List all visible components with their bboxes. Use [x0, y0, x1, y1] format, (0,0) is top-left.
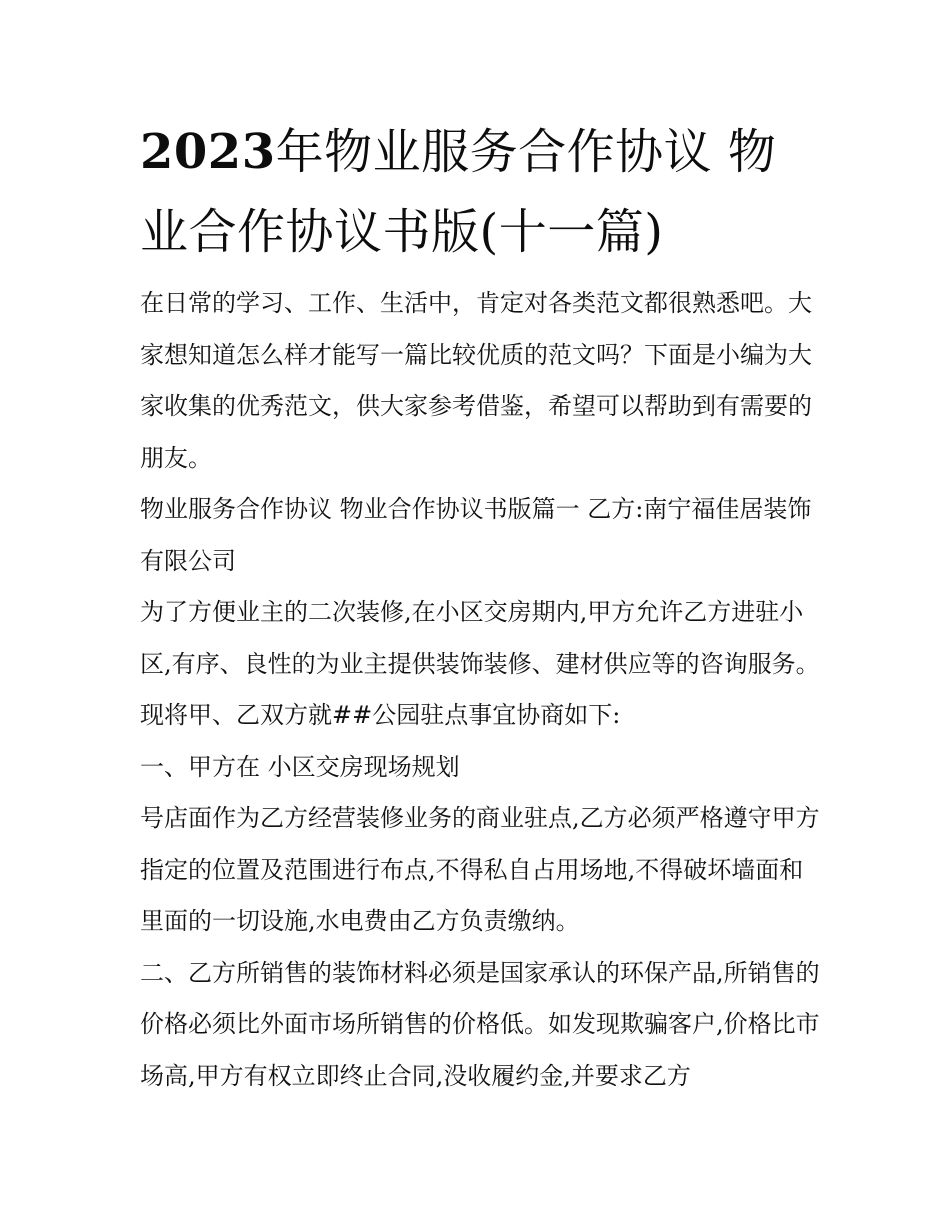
clause-one-paragraph: 一、甲方在 小区交房现场规划	[140, 752, 460, 781]
document-title	[140, 112, 820, 272]
document-body	[140, 278, 820, 1102]
title-text: 年物业服务合作协议 物业合作协议书版(十一篇)	[140, 124, 777, 260]
intro-paragraph: 在日常的学习、工作、生活中，肯定对各类范文都很熟悉吧。大家想知道怎么样才能写一篇比较优质的范文吗？下面是小编为大家收集的优秀范文，供大家参考借鉴，希望可以帮助到有需要的朋友。	[140, 289, 812, 472]
title-year: 2023	[140, 124, 276, 180]
purpose-paragraph: 为了方便业主的二次装修,在小区交房期内,甲方允许乙方进驻小区,有序、良性的为业主提供装饰装修、建材供应等的咨询服务。现将甲、乙双方就##公园驻点事宜协商如下:	[140, 598, 820, 729]
clause-one-detail-paragraph: 号店面作为乙方经营装修业务的商业驻点,乙方必须严格遵守甲方指定的位置及范围进行布点,不得私自占用场地,不得破坏墙面和里面的一切设施,水电费由乙方负责缴纳。	[140, 804, 820, 935]
section-heading-paragraph: 物业服务合作协议 物业合作协议书版篇一 乙方:南宁福佳居装饰有限公司	[140, 495, 812, 575]
clause-two-paragraph: 二、乙方所销售的装饰材料必须是国家承认的环保产品,所销售的价格必须比外面市场所销售的价格低。如发现欺骗客户,价格比市场高,甲方有权立即终止合同,没收履约金,并要求乙方	[140, 958, 820, 1090]
